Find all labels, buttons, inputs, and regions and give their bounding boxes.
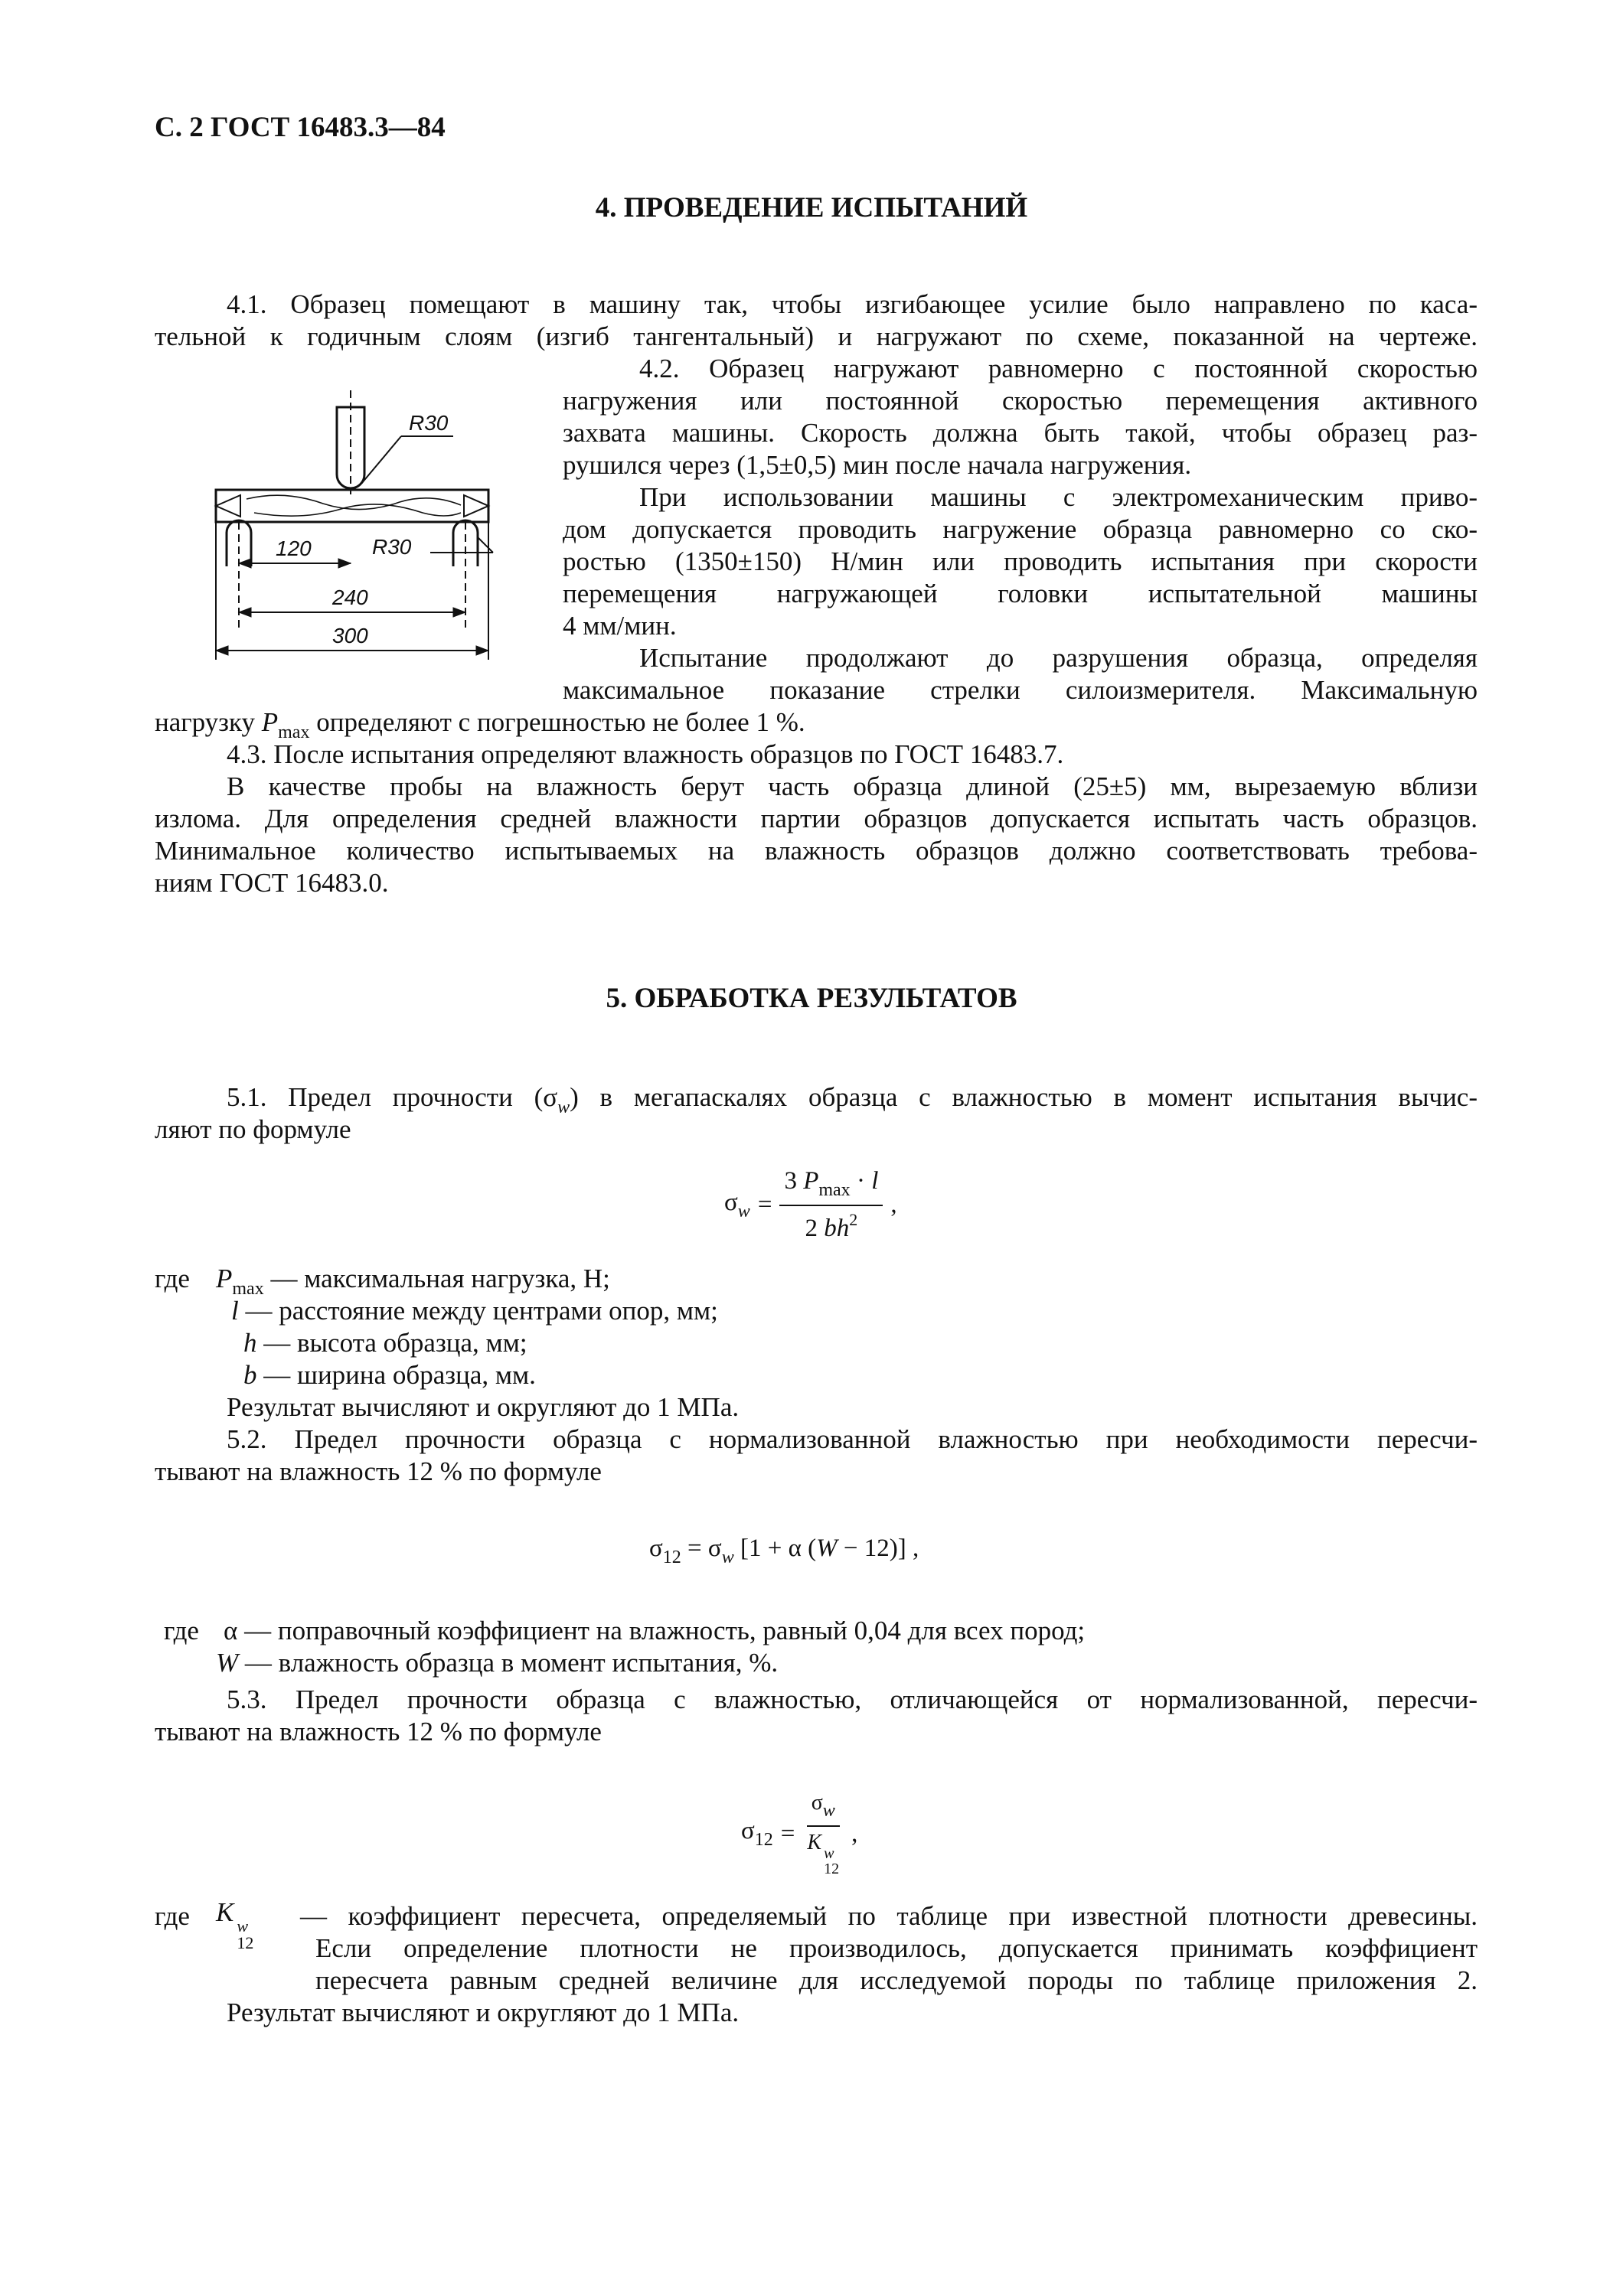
max-load-line: нагрузку $P_{max}$ определяют с погрешностью не более 1 %. <box>155 707 805 742</box>
coefficient-symbol: K w 12 <box>216 1897 254 1952</box>
moisture-last-line: ниям ГОСТ 16483.0. <box>155 868 389 898</box>
formula-strength-sigma-w: $\sigma_w$ = $\frac{3 P_{max} \cdot l}{2 bh^2}$ , <box>724 1167 897 1242</box>
moisture-line: излома. Для определения средней влажности партии образцов допускается испытать часть образцов. <box>155 804 1478 833</box>
moisture-line: В качестве пробы на влажность берут часть образца длиной (25±5) мм, вырезаемую вблизи <box>227 771 1478 801</box>
clause-5-3-line-1: 5.3. Предел прочности образца с влажностью, отличающейся от нормализованной, пересчи- <box>227 1684 1478 1714</box>
definition-row: b — ширина образца, мм. <box>243 1360 536 1390</box>
section-5-title: 5. ОБРАБОТКА РЕЗУЛЬТАТОВ <box>606 983 1017 1014</box>
electromechanical-line: перемещения нагружающей головки испытательной машины <box>563 579 1478 608</box>
coefficient-definition-line-3: пересчета равным средней величине для исследуемой породы по таблице приложения 2. <box>315 1965 1478 1995</box>
coefficient-definition-line-2: Если определение плотности не производилось, допускается принимать коэффициент <box>315 1933 1478 1963</box>
result-rounding-2: Результат вычисляют и округляют до 1 МПа. <box>227 1998 740 2027</box>
clause-4-3: 4.3. После испытания определяют влажность образцов по ГОСТ 16483.7. <box>227 739 1064 769</box>
clause-5-1-line-1: 5.1. Предел прочности $(\sigma_w)$ в мегапаскалях образца с влажностью в момент испытания вычис- <box>227 1082 1478 1117</box>
radius-label-support: R30 <box>372 535 412 559</box>
result-rounding-1: Результат вычисляют и округляют до 1 МПа. <box>227 1392 740 1422</box>
moisture-line: Минимальное количество испытываемых на влажность образцов должно соответствовать требова- <box>155 836 1478 866</box>
clause-4-2-line: захвата машины. Скорость должна быть такой, чтобы образец раз- <box>563 418 1478 448</box>
bending-test-diagram <box>201 383 511 673</box>
definition-row: l — расстояние между центрами опор, мм; <box>231 1296 718 1326</box>
clause-5-3-line-2: тывают на влажность 12 % по формуле <box>155 1717 602 1746</box>
clause-4-2-line: рушился через (1,5±0,5) мин после начала нагружения. <box>563 450 1192 480</box>
where-label: где <box>155 1901 190 1931</box>
definition-row: W — влажность образца в момент испытания, %. <box>216 1648 779 1678</box>
electromechanical-line: При использовании машины с электромеханическим приво- <box>639 482 1478 512</box>
clause-4-1-line-1: 4.1. Образец помещают в машину так, чтобы изгибающее усилие было направлено по каса- <box>227 289 1478 319</box>
section-4-title: 4. ПРОВЕДЕНИЕ ИСПЫТАНИЙ <box>595 192 1028 223</box>
clause-4-1-line-2: тельной к годичным слоям (изгиб тангентальный) и нагружают по схеме, показанной на чертеже. <box>155 321 1478 351</box>
where-label: где <box>155 1264 190 1293</box>
clause-5-2-line-2: тывают на влажность 12 % по формуле <box>155 1456 602 1486</box>
formula-sigma-12-normalized: $\sigma_{12} = \sigma_w$ [1 + α (W − 12)] , <box>649 1534 919 1567</box>
clause-5-1-line-2: ляют по формуле <box>155 1114 351 1144</box>
dimension-240: 240 <box>332 585 368 609</box>
dimension-300: 300 <box>332 624 368 647</box>
electromechanical-line: ростью (1350±150) Н/мин или проводить испытания при скорости <box>563 546 1478 576</box>
radius-label-top: R30 <box>409 411 449 435</box>
page-reference: С. 2 ГОСТ 16483.3—84 <box>155 112 446 143</box>
where-label: где <box>164 1616 199 1645</box>
formula-sigma-12-recalc: $\sigma_{12}$ = σw K w 12 , <box>741 1791 858 1877</box>
definition-row: α — поправочный коэффициент на влажность, равный 0,04 для всех пород; <box>224 1616 1086 1645</box>
dimension-120: 120 <box>276 536 312 560</box>
clause-4-2 <box>563 353 1478 706</box>
electromechanical-line: дом допускается проводить нагружение образца равномерно со ско- <box>563 514 1478 544</box>
electromechanical-last-line: 4 мм/мин. <box>563 611 677 641</box>
definition-row: h — высота образца, мм; <box>243 1328 527 1358</box>
test-continuation-line: максимальное показание стрелки силоизмерителя. Максимальную <box>563 675 1478 705</box>
coefficient-definition-line-1: — коэффициент пересчета, определяемый по таблице при известной плотности древесины. <box>300 1901 1478 1931</box>
definition-row: $P_{max}$ — максимальная нагрузка, Н; <box>216 1264 610 1299</box>
clause-5-2-line-1: 5.2. Предел прочности образца с нормализованной влажностью при необходимости пересчи- <box>227 1424 1478 1454</box>
clause-4-2-line: 4.2. Образец нагружают равномерно с постоянной скоростью <box>639 354 1478 383</box>
test-continuation-line: Испытание продолжают до разрушения образца, определяя <box>639 643 1478 673</box>
moisture-paragraph <box>155 771 1478 899</box>
clause-4-2-line: нагружения или постоянной скоростью перемещения активного <box>563 386 1478 416</box>
